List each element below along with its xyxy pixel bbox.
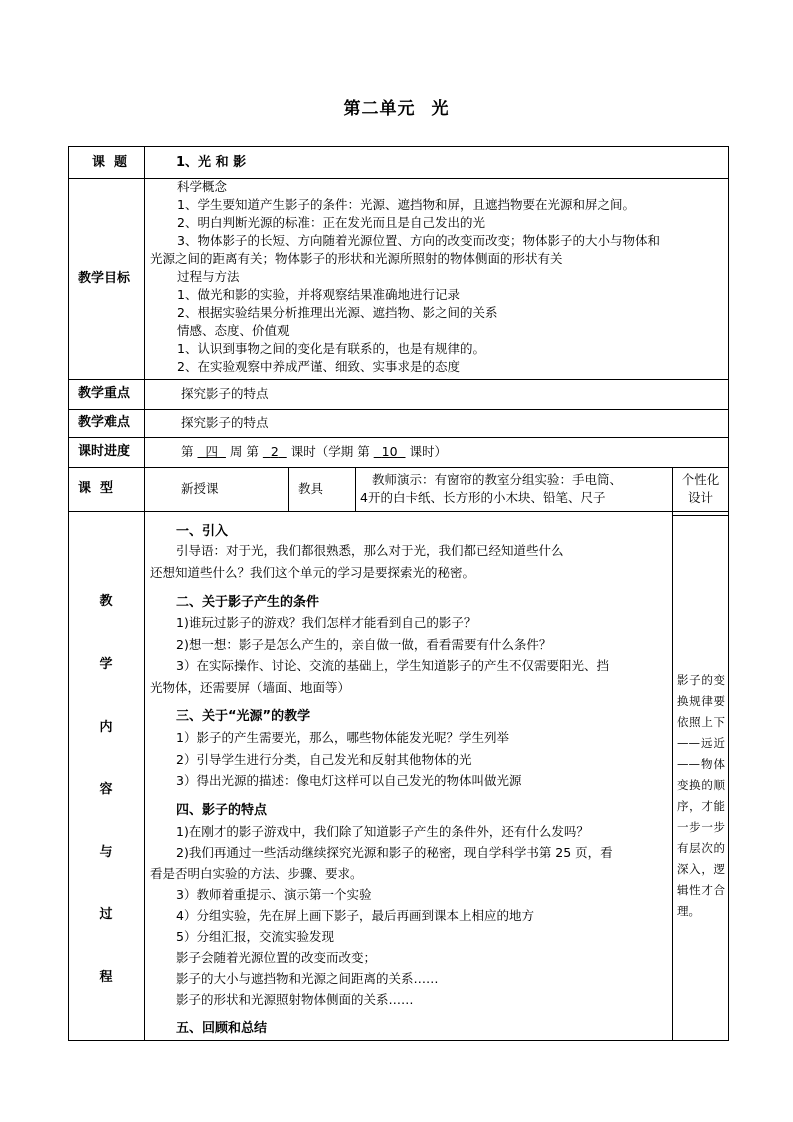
goals-line: 过程与方法 <box>177 269 240 284</box>
content-line: 2）引导学生进行分类，自己发光和反射其他物体的光 <box>176 752 472 767</box>
content-label-char: 程 <box>99 970 113 985</box>
label-key-point: 教学重点 <box>78 386 131 401</box>
content-line: 1）影子的产生需要光，那么，哪些物体能发光呢？学生列举 <box>176 730 509 745</box>
content-line: 3）在实际操作、讨论、交流的基础上，学生知道影子的产生不仅需要阳光、挡 <box>176 658 609 673</box>
side-cell-top <box>672 515 729 516</box>
section-heading: 四、影子的特点 <box>176 803 268 818</box>
row-divider <box>68 511 729 512</box>
content-line: 2)我们再通过一些活动继续探究光源和影子的秘密，现自学科学书第 25 页，看 <box>176 845 613 860</box>
content-label-char: 与 <box>99 845 113 860</box>
content-line: 1)在刚才的影子游戏中，我们除了知道影子产生的条件外，还有什么发吗？ <box>176 824 589 839</box>
goals-line: 1、学生要知道产生影子的条件：光源、遮挡物和屏，且遮挡物要在光源和屏之间。 <box>177 197 635 212</box>
label-topic: 课 题 <box>92 155 128 170</box>
content-line: 影子的大小与遮挡物和光源之间距离的关系…… <box>176 971 439 986</box>
content-line: 1)谁玩过影子的游戏？我们怎样才能看到自己的影子？ <box>176 615 477 630</box>
label-column-divider <box>144 146 145 1040</box>
content-line: 2)想一想：影子是怎么产生的，亲自做一做，看看需要有什么条件？ <box>176 637 552 652</box>
section-heading: 一、引入 <box>176 524 229 539</box>
content-line: 引导语：对于光，我们都很熟悉，那么对于光，我们都已经知道些什么 <box>176 543 564 558</box>
schedule-total: 10 <box>381 444 398 459</box>
content-label-char: 容 <box>99 782 113 797</box>
topic-value: 1、光 和 影 <box>176 155 247 170</box>
goals-line: 2、在实验观察中养成严谨、细致、实事求是的态度 <box>177 359 460 374</box>
unit-title: 第二单元 <box>343 99 416 119</box>
side-note: 影子的变换规律要依照上下——远近——物体变换的顺序，才能一步一步有层次的深入，逻辑性才合理。 <box>677 673 725 918</box>
goals-line: 1、做光和影的实验，并将观察结果准确地进行记录 <box>177 287 460 302</box>
goals-line: 2、明白判断光源的标准：正在发光而且是自己发出的光 <box>177 215 485 230</box>
page-title <box>0 94 793 119</box>
content-line: 5）分组汇报，交流实验发现 <box>176 929 334 944</box>
section-heading: 三、关于“光源”的教学 <box>176 709 311 724</box>
schedule-text: 周 第 <box>229 444 259 459</box>
goals-line: 光源之间的距离有关；物体影子的形状和光源所照射的物体侧面的形状有关 <box>150 251 563 266</box>
content-label-char: 内 <box>99 720 113 735</box>
content-label-char: 教 <box>99 594 113 609</box>
label-lesson-type: 课 型 <box>78 481 114 496</box>
schedule-week: 四 <box>205 444 218 459</box>
label-goals: 教学目标 <box>78 271 131 286</box>
goals-line: 科学概念 <box>177 179 228 194</box>
section-heading: 五、回顾和总结 <box>176 1021 268 1036</box>
key-point-value: 探究影子的特点 <box>181 386 269 401</box>
design-header: 设计 <box>687 490 713 505</box>
content-line: 还想知道些什么？我们这个单元的学习是要探索光的秘密。 <box>150 565 476 580</box>
type-divider <box>355 467 356 511</box>
content-line: 影子的形状和光源照射物体侧面的关系…… <box>176 992 414 1007</box>
label-schedule: 课时进度 <box>78 444 131 459</box>
content-line: 光物体，还需要屏（墙面、地面等） <box>150 680 351 695</box>
design-column-divider <box>672 467 673 1040</box>
tools-line: 4开的白卡纸、长方形的小木块、铅笔、尺子 <box>360 490 606 505</box>
row-divider <box>68 437 729 438</box>
schedule-lesson: 2 <box>270 444 279 459</box>
row-divider <box>68 467 729 468</box>
tools-label: 教具 <box>298 481 324 496</box>
goals-line: 3、物体影子的长短、方向随着光源位置、方向的改变而改变；物体影子的大小与物体和 <box>177 233 660 248</box>
schedule-text: 课时（学期 第 <box>290 444 370 459</box>
content-line: 3）得出光源的描述：像电灯这样可以自己发光的物体叫做光源 <box>176 773 522 788</box>
goals-line: 1、认识到事物之间的变化是有联系的，也是有规律的。 <box>177 341 485 356</box>
label-difficult-point: 教学难点 <box>78 415 131 430</box>
difficult-point-value: 探究影子的特点 <box>181 415 269 430</box>
schedule-text: 课时） <box>409 444 447 459</box>
section-heading: 二、关于影子产生的条件 <box>176 595 320 610</box>
content-label-char: 学 <box>99 657 113 672</box>
lesson-type-value: 新授课 <box>181 481 219 496</box>
row-divider <box>68 409 729 410</box>
content-label-char: 过 <box>99 907 113 922</box>
schedule-text: 第 <box>181 444 194 459</box>
content-line: 影子会随着光源位置的改变而改变； <box>176 950 377 965</box>
goals-line: 情感、态度、价值观 <box>177 323 290 338</box>
schedule-value <box>181 443 447 461</box>
design-header: 个性化 <box>681 472 720 487</box>
tools-line: 教师演示：有窗帘的教室分组实验：手电筒、 <box>372 472 623 487</box>
row-divider <box>68 178 729 179</box>
goals-line: 2、根据实验结果分析推理出光源、遮挡物、影之间的关系 <box>177 305 498 320</box>
table-border-top <box>68 146 729 147</box>
type-divider <box>288 467 289 511</box>
content-line: 看是否明白实验的方法、步骤、要求。 <box>150 866 363 881</box>
topic-title: 光 <box>431 99 450 119</box>
row-divider <box>68 379 729 380</box>
table-border-right <box>728 146 729 1040</box>
content-line: 4）分组实验，先在屏上画下影子，最后再画到课本上相应的地方 <box>176 908 534 923</box>
table-border-bottom <box>68 1040 729 1041</box>
content-line: 3）教师着重提示、演示第一个实验 <box>176 887 372 902</box>
